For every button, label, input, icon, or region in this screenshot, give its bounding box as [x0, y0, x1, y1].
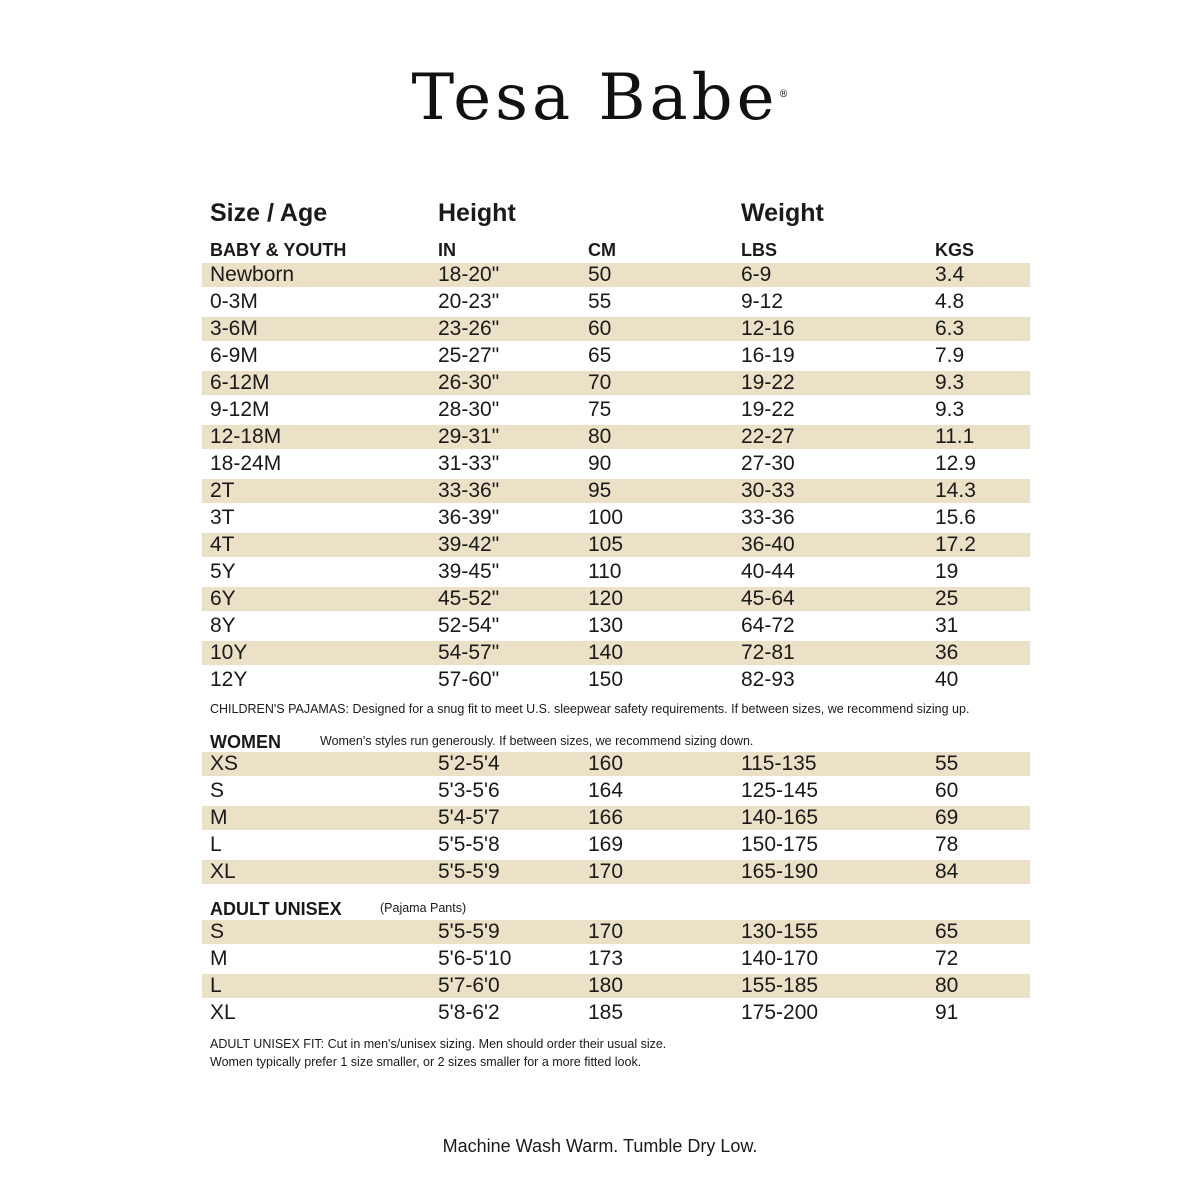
cell-size: Newborn [210, 263, 295, 286]
cell-weight-kgs: 3.4 [935, 263, 965, 286]
cell-height-cm: 120 [588, 587, 624, 610]
table-row [202, 479, 1030, 503]
cell-height-cm: 150 [588, 668, 624, 691]
cell-height-cm: 80 [588, 425, 612, 448]
cell-size: 6-9M [210, 344, 258, 367]
cell-height-in: 57-60" [438, 668, 500, 691]
subheader-baby-youth: BABY & YOUTH [210, 240, 347, 260]
cell-height-in: 5'7-6'0 [438, 974, 500, 997]
cell-weight-lbs: 16-19 [741, 344, 795, 367]
cell-size: 2T [210, 479, 235, 502]
cell-size: 12-18M [210, 425, 282, 448]
cell-weight-lbs: 36-40 [741, 533, 795, 556]
cell-weight-kgs: 55 [935, 752, 959, 775]
cell-height-in: 39-45" [438, 560, 500, 583]
cell-height-in: 31-33" [438, 452, 500, 475]
cell-height-cm: 170 [588, 860, 624, 883]
cell-size: 18-24M [210, 452, 282, 475]
cell-weight-lbs: 140-170 [741, 947, 819, 970]
cell-height-in: 39-42" [438, 533, 500, 556]
subheader-lbs: LBS [741, 240, 777, 260]
cell-weight-lbs: 6-9 [741, 263, 772, 286]
header-height: Height [438, 199, 516, 227]
cell-weight-kgs: 69 [935, 806, 959, 829]
cell-height-cm: 180 [588, 974, 624, 997]
cell-weight-lbs: 40-44 [741, 560, 795, 583]
cell-weight-kgs: 40 [935, 668, 959, 691]
cell-height-in: 33-36" [438, 479, 500, 502]
cell-weight-kgs: 80 [935, 974, 959, 997]
cell-size: 3-6M [210, 317, 258, 340]
subheader-kgs: KGS [935, 240, 975, 260]
cell-height-in: 18-20" [438, 263, 500, 286]
table-row [202, 452, 1030, 476]
cell-weight-kgs: 7.9 [935, 344, 965, 367]
cell-size: XL [210, 860, 236, 883]
cell-size: XS [210, 752, 239, 775]
cell-size: 12Y [210, 668, 248, 691]
cell-weight-kgs: 65 [935, 920, 959, 943]
cell-height-cm: 60 [588, 317, 612, 340]
cell-height-in: 45-52" [438, 587, 500, 610]
cell-height-cm: 160 [588, 752, 624, 775]
cell-height-in: 52-54" [438, 614, 500, 637]
cell-size: 3T [210, 506, 235, 529]
cell-size: M [210, 806, 228, 829]
cell-weight-kgs: 31 [935, 614, 959, 637]
table-row [202, 371, 1030, 395]
cell-weight-lbs: 19-22 [741, 398, 795, 421]
table-row [202, 290, 1030, 314]
cell-weight-lbs: 9-12 [741, 290, 784, 313]
cell-weight-lbs: 30-33 [741, 479, 795, 502]
cell-height-in: 25-27" [438, 344, 500, 367]
cell-weight-lbs: 130-155 [741, 920, 819, 943]
cell-size: 6Y [210, 587, 236, 610]
cell-weight-kgs: 72 [935, 947, 959, 970]
table-row [202, 1001, 1030, 1025]
cell-weight-kgs: 78 [935, 833, 959, 856]
cell-weight-kgs: 17.2 [935, 533, 976, 556]
cell-size: S [210, 779, 225, 802]
cell-weight-kgs: 19 [935, 560, 959, 583]
table-row [202, 974, 1030, 998]
cell-height-in: 54-57" [438, 641, 500, 664]
table-row [202, 920, 1030, 944]
table-row [202, 587, 1030, 611]
table-row [202, 560, 1030, 584]
brand-logo [0, 61, 1200, 135]
cell-height-cm: 170 [588, 920, 624, 943]
cell-weight-lbs: 175-200 [741, 1001, 819, 1024]
table-row [202, 641, 1030, 665]
table-row [202, 317, 1030, 341]
table-row [202, 668, 1030, 692]
table-row [202, 425, 1030, 449]
table-row [202, 344, 1030, 368]
cell-weight-lbs: 165-190 [741, 860, 819, 883]
cell-size: 5Y [210, 560, 236, 583]
cell-weight-lbs: 64-72 [741, 614, 795, 637]
cell-size: XL [210, 1001, 236, 1024]
cell-weight-kgs: 91 [935, 1001, 959, 1024]
cell-height-in: 5'8-6'2 [438, 1001, 500, 1024]
cell-weight-lbs: 115-135 [741, 752, 817, 775]
cell-size: 10Y [210, 641, 248, 664]
cell-height-cm: 110 [588, 560, 622, 583]
cell-weight-kgs: 11.1 [935, 425, 975, 448]
unisex-title: ADULT UNISEX [210, 899, 342, 919]
registered-mark: ® [778, 89, 789, 100]
cell-weight-lbs: 82-93 [741, 668, 795, 691]
cell-weight-lbs: 33-36 [741, 506, 795, 529]
table-row [202, 398, 1030, 422]
cell-weight-lbs: 125-145 [741, 779, 819, 802]
cell-height-cm: 65 [588, 344, 612, 367]
cell-size: 4T [210, 533, 235, 556]
cell-height-cm: 55 [588, 290, 612, 313]
cell-height-cm: 130 [588, 614, 624, 637]
cell-height-cm: 70 [588, 371, 612, 394]
cell-weight-lbs: 12-16 [741, 317, 795, 340]
cell-weight-kgs: 60 [935, 779, 959, 802]
cell-height-cm: 185 [588, 1001, 624, 1024]
cell-weight-kgs: 36 [935, 641, 959, 664]
cell-height-in: 5'6-5'10 [438, 947, 512, 970]
table-row [202, 860, 1030, 884]
cell-weight-kgs: 12.9 [935, 452, 976, 475]
cell-size: L [210, 974, 222, 997]
cell-height-in: 36-39" [438, 506, 500, 529]
cell-size: 0-3M [210, 290, 258, 313]
table-row [202, 779, 1030, 803]
table-row [202, 752, 1030, 776]
cell-height-in: 29-31" [438, 425, 500, 448]
cell-height-cm: 95 [588, 479, 612, 502]
table-row [202, 614, 1030, 638]
cell-size: 6-12M [210, 371, 270, 394]
cell-weight-lbs: 140-165 [741, 806, 819, 829]
care-instructions: Machine Wash Warm. Tumble Dry Low. [442, 1136, 758, 1156]
table-row [202, 947, 1030, 971]
cell-height-cm: 140 [588, 641, 624, 664]
cell-height-cm: 164 [588, 779, 624, 802]
cell-weight-kgs: 9.3 [935, 371, 965, 394]
cell-weight-kgs: 9.3 [935, 398, 965, 421]
cell-weight-lbs: 27-30 [741, 452, 795, 475]
subheader-cm: CM [588, 240, 616, 260]
table-row [202, 833, 1030, 857]
cell-weight-lbs: 72-81 [741, 641, 795, 664]
table-row [202, 806, 1030, 830]
cell-weight-kgs: 14.3 [935, 479, 976, 502]
women-note: Women's styles run generously. If between sizes, we recommend sizing down. [320, 734, 754, 748]
cell-weight-lbs: 155-185 [741, 974, 819, 997]
unisex-fit-note-2: Women typically prefer 1 size smaller, or 2 sizes smaller for a more fitted look. [210, 1055, 642, 1069]
cell-weight-kgs: 15.6 [935, 506, 976, 529]
table-row [202, 506, 1030, 530]
header-size-age: Size / Age [210, 199, 328, 227]
cell-weight-lbs: 22-27 [741, 425, 795, 448]
cell-height-in: 5'5-5'9 [438, 920, 500, 943]
cell-size: S [210, 920, 225, 943]
cell-height-in: 5'4-5'7 [438, 806, 500, 829]
cell-height-in: 26-30" [438, 371, 500, 394]
unisex-fit-note-1: ADULT UNISEX FIT: Cut in men's/unisex sizing. Men should order their usual size. [210, 1037, 667, 1051]
cell-height-cm: 166 [588, 806, 624, 829]
women-title: WOMEN [210, 732, 281, 752]
cell-height-cm: 169 [588, 833, 624, 856]
cell-height-cm: 50 [588, 263, 612, 286]
cell-size: 8Y [210, 614, 236, 637]
cell-weight-kgs: 84 [935, 860, 959, 883]
table-row [202, 533, 1030, 557]
cell-size: 9-12M [210, 398, 270, 421]
cell-height-cm: 105 [588, 533, 624, 556]
cell-weight-lbs: 45-64 [741, 587, 795, 610]
cell-weight-kgs: 6.3 [935, 317, 965, 340]
header-weight: Weight [741, 199, 824, 227]
pajama-note: CHILDREN'S PAJAMAS: Designed for a snug fit to meet U.S. sleepwear safety requirements. If between sizes, we recommend sizing up. [210, 702, 970, 716]
subheader-in: IN [438, 240, 456, 260]
cell-height-in: 5'3-5'6 [438, 779, 500, 802]
cell-weight-kgs: 25 [935, 587, 959, 610]
cell-height-in: 28-30" [438, 398, 500, 421]
cell-height-cm: 173 [588, 947, 624, 970]
cell-height-cm: 75 [588, 398, 612, 421]
unisex-note: (Pajama Pants) [380, 901, 467, 915]
cell-height-in: 23-26" [438, 317, 500, 340]
cell-height-in: 5'5-5'9 [438, 860, 500, 883]
cell-height-in: 5'2-5'4 [438, 752, 500, 775]
table-row [202, 263, 1030, 287]
cell-height-in: 20-23" [438, 290, 500, 313]
brand-name: Tesa Babe [411, 61, 779, 135]
cell-weight-kgs: 4.8 [935, 290, 965, 313]
cell-weight-lbs: 150-175 [741, 833, 819, 856]
cell-size: M [210, 947, 228, 970]
cell-height-in: 5'5-5'8 [438, 833, 500, 856]
cell-weight-lbs: 19-22 [741, 371, 795, 394]
cell-height-cm: 90 [588, 452, 612, 475]
cell-size: L [210, 833, 222, 856]
cell-height-cm: 100 [588, 506, 624, 529]
